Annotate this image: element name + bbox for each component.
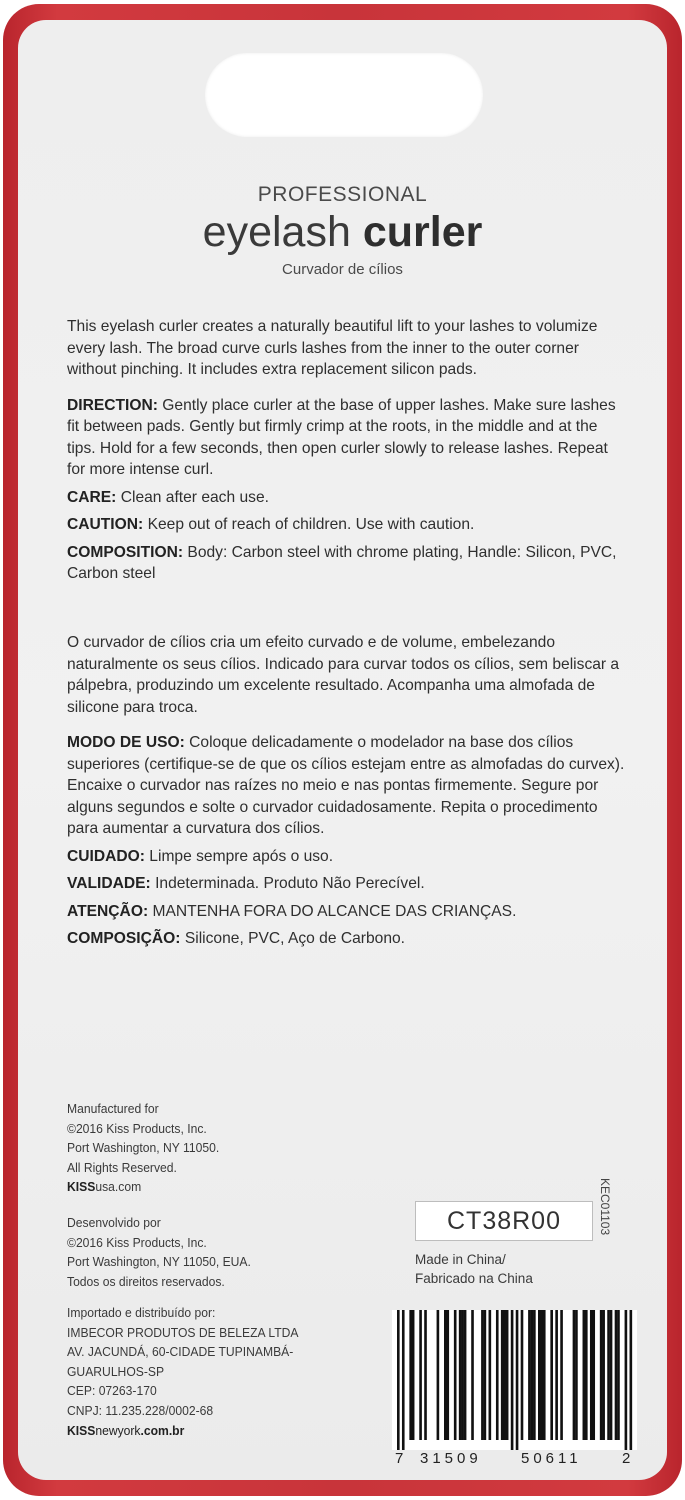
portuguese-section — [67, 632, 627, 956]
barcode-bar — [600, 1310, 603, 1440]
website-br — [67, 1421, 343, 1441]
product-line-label: PROFESSIONAL — [257, 183, 428, 206]
barcode-bar — [437, 1310, 440, 1440]
barcode-bar — [516, 1310, 519, 1450]
cuidado-text: Limpe sempre após o uso. — [144, 847, 334, 865]
composicao-text: Silicone, PVC, Aço de Carbono. — [180, 930, 406, 947]
barcode-bar — [543, 1310, 546, 1440]
modo-paragraph — [67, 732, 627, 840]
barcode-bar — [583, 1310, 586, 1440]
barcode-bar — [503, 1310, 506, 1440]
barcode-left-group: 31509 — [420, 1450, 482, 1467]
barcode-bar — [521, 1310, 524, 1440]
barcode-bar — [550, 1310, 553, 1440]
product-code-box: CT38R00 — [415, 1201, 593, 1241]
validade-label: VALIDADE: — [67, 875, 151, 892]
manufacturer-en-line: All Rights Reserved. — [67, 1159, 177, 1175]
barcode-bar — [511, 1310, 514, 1450]
barcode — [392, 1310, 637, 1450]
manufacturer-pt-line: Desenvolvido por — [67, 1215, 161, 1230]
manufacturer-en-line: Port Washington, NY 11050. — [67, 1140, 220, 1156]
barcode-bar — [489, 1310, 492, 1440]
barcode-bar — [454, 1310, 457, 1440]
manufacturer-en-block — [67, 1099, 343, 1197]
atencao-label: ATENÇÃO: — [67, 902, 149, 920]
barcode-right-group: 50611 — [521, 1450, 582, 1467]
barcode-bar — [496, 1310, 499, 1440]
product-title-light: eyelash — [202, 208, 363, 256]
barcode-bar — [402, 1310, 405, 1450]
website-us-rest: usa.com — [95, 1179, 142, 1195]
barcode-bar — [444, 1310, 447, 1440]
website-us-brand: KISS — [67, 1179, 96, 1195]
composition-paragraph — [67, 542, 627, 585]
direction-label: DIRECTION: — [67, 396, 158, 414]
barcode-bar — [528, 1310, 531, 1440]
modo-text: Coloque delicadamente o modelador na base dos cílios superiores (certifique-se de que os cílios estejam entre as almofadas do curvex). Encaixe o curvador nas raízes no meio e nas pontas firmemente. Segure por alguns segundos e solte o curvador cuidadosamente. Repita o procedimento para aumentar a curvatura dos cílios. — [67, 734, 625, 837]
barcode-bar — [625, 1310, 628, 1450]
hang-hole — [205, 53, 483, 137]
manufacturer-pt-line: Todos os direitos reservados. — [67, 1273, 225, 1289]
barcode-bar — [397, 1310, 400, 1450]
barcode-bar — [484, 1310, 487, 1440]
barcode-bar — [615, 1310, 618, 1440]
barcode-bar — [506, 1310, 509, 1440]
barcode-bar — [531, 1310, 534, 1440]
barcode-graphic — [392, 1310, 637, 1450]
barcode-bar — [617, 1310, 620, 1440]
direction-paragraph — [67, 395, 627, 481]
english-section — [67, 316, 627, 591]
manufacturer-en-line: ©2016 Kiss Products, Inc. — [67, 1120, 207, 1136]
barcode-bar — [540, 1310, 543, 1440]
barcode-bar — [590, 1310, 593, 1440]
barcode-bar — [560, 1310, 563, 1440]
website-br-mid: newyork — [95, 1422, 141, 1438]
caution-label: CAUTION: — [67, 516, 144, 533]
barcode-bar — [575, 1310, 578, 1440]
barcode-digit-first: 7 — [395, 1450, 404, 1467]
caution-paragraph — [67, 514, 627, 536]
made-in-block — [415, 1250, 533, 1288]
barcode-bar — [501, 1310, 504, 1440]
barcode-bar — [446, 1310, 449, 1440]
barcode-bar — [459, 1310, 462, 1440]
barcode-bar — [585, 1310, 588, 1440]
importer-line: CEP: 07263-170 — [67, 1383, 157, 1399]
modo-label: MODO DE USO: — [67, 734, 185, 751]
manufacturer-pt-line: Port Washington, NY 11050, EUA. — [67, 1254, 251, 1270]
cuidado-paragraph — [67, 846, 627, 868]
barcode-bar — [424, 1310, 427, 1440]
caution-text: Keep out of reach of children. Use with caution. — [143, 516, 475, 533]
composition-text: Body: Carbon steel with chrome plating, Handle: Silicon, PVC, Carbon steel — [67, 543, 617, 582]
barcode-bar — [533, 1310, 536, 1440]
product-title — [0, 206, 685, 258]
barcode-bar — [538, 1310, 541, 1440]
atencao-text: MANTENHA FORA DO ALCANCE DAS CRIANÇAS. — [148, 902, 517, 920]
care-paragraph — [67, 487, 627, 509]
portuguese-intro: O curvador de cílios cria um efeito curvado e de volume, embelezando naturalmente os seus cílios. Indicado para curvar todos os cílios, sem beliscar a pálpebra, produzindo um excelente resultado. Acompanha uma almofada de silicone para troca. — [67, 634, 620, 716]
importer-line: AV. JACUNDÁ, 60-CIDADE TUPINAMBÁ- — [67, 1344, 294, 1360]
barcode-bar — [592, 1310, 595, 1440]
barcode-digit-last: 2 — [622, 1450, 631, 1467]
product-title-bold: curler — [362, 208, 483, 256]
made-in-en: Made in China/ — [415, 1252, 506, 1267]
atencao-paragraph — [67, 901, 627, 923]
website-us — [67, 1177, 343, 1197]
website-br-rest: .com.br — [140, 1422, 185, 1438]
composition-label: COMPOSITION: — [67, 543, 184, 561]
importer-line: Importado e distribuído por: — [67, 1305, 216, 1320]
barcode-bar — [412, 1310, 415, 1440]
made-in-pt: Fabricado na China — [415, 1271, 533, 1286]
barcode-bar — [464, 1310, 467, 1440]
importer-block — [67, 1303, 343, 1440]
barcode-bar — [610, 1310, 613, 1440]
cuidado-label: CUIDADO: — [67, 847, 145, 865]
barcode-bar — [602, 1310, 605, 1440]
barcode-bar — [630, 1310, 633, 1450]
importer-line: IMBECOR PRODUTOS DE BELEZA LTDA — [67, 1324, 299, 1340]
importer-line: CNPJ: 11.235.228/0002-68 — [67, 1402, 214, 1418]
barcode-bar — [419, 1310, 422, 1440]
barcode-bar — [471, 1310, 474, 1440]
barcode-bar — [461, 1310, 464, 1440]
importer-line: GUARULHOS-SP — [67, 1363, 165, 1379]
validade-paragraph — [67, 873, 627, 895]
barcode-bar — [607, 1310, 610, 1440]
manufacturer-pt-line: ©2016 Kiss Products, Inc. — [67, 1234, 207, 1250]
care-label: CARE: — [67, 488, 117, 506]
barcode-bar — [555, 1310, 558, 1440]
english-intro: This eyelash curler creates a naturally beautiful lift to your lashes to volumize every lash. The broad curve curls lashes from the inner to the outer corner without pinching. It includes extra replacement silicon pads. — [67, 318, 598, 378]
manufacturer-pt-block — [67, 1213, 343, 1291]
manufacturer-en-line: Manufactured for — [67, 1101, 159, 1116]
composicao-paragraph — [67, 928, 627, 950]
validade-text: Indeterminada. Produto Não Perecível. — [150, 875, 425, 892]
website-br-brand: KISS — [67, 1422, 96, 1438]
barcode-bar — [409, 1310, 412, 1440]
vertical-product-code: KEC01103 — [598, 1178, 612, 1236]
care-text: Clean after each use. — [116, 488, 269, 506]
barcode-bar — [481, 1310, 484, 1440]
composicao-label: COMPOSIÇÃO: — [67, 930, 181, 947]
product-subtitle: Curvador de cílios — [282, 261, 403, 278]
barcode-bar — [573, 1310, 576, 1440]
direction-text: Gently place curler at the base of upper lashes. Make sure lashes fit between pads. Gently but firmly crimp at the roots, in the middle and at the tips. Hold for a few seconds, then open curler slowly to release lashes. Repeat for more intense curl. — [67, 396, 616, 478]
